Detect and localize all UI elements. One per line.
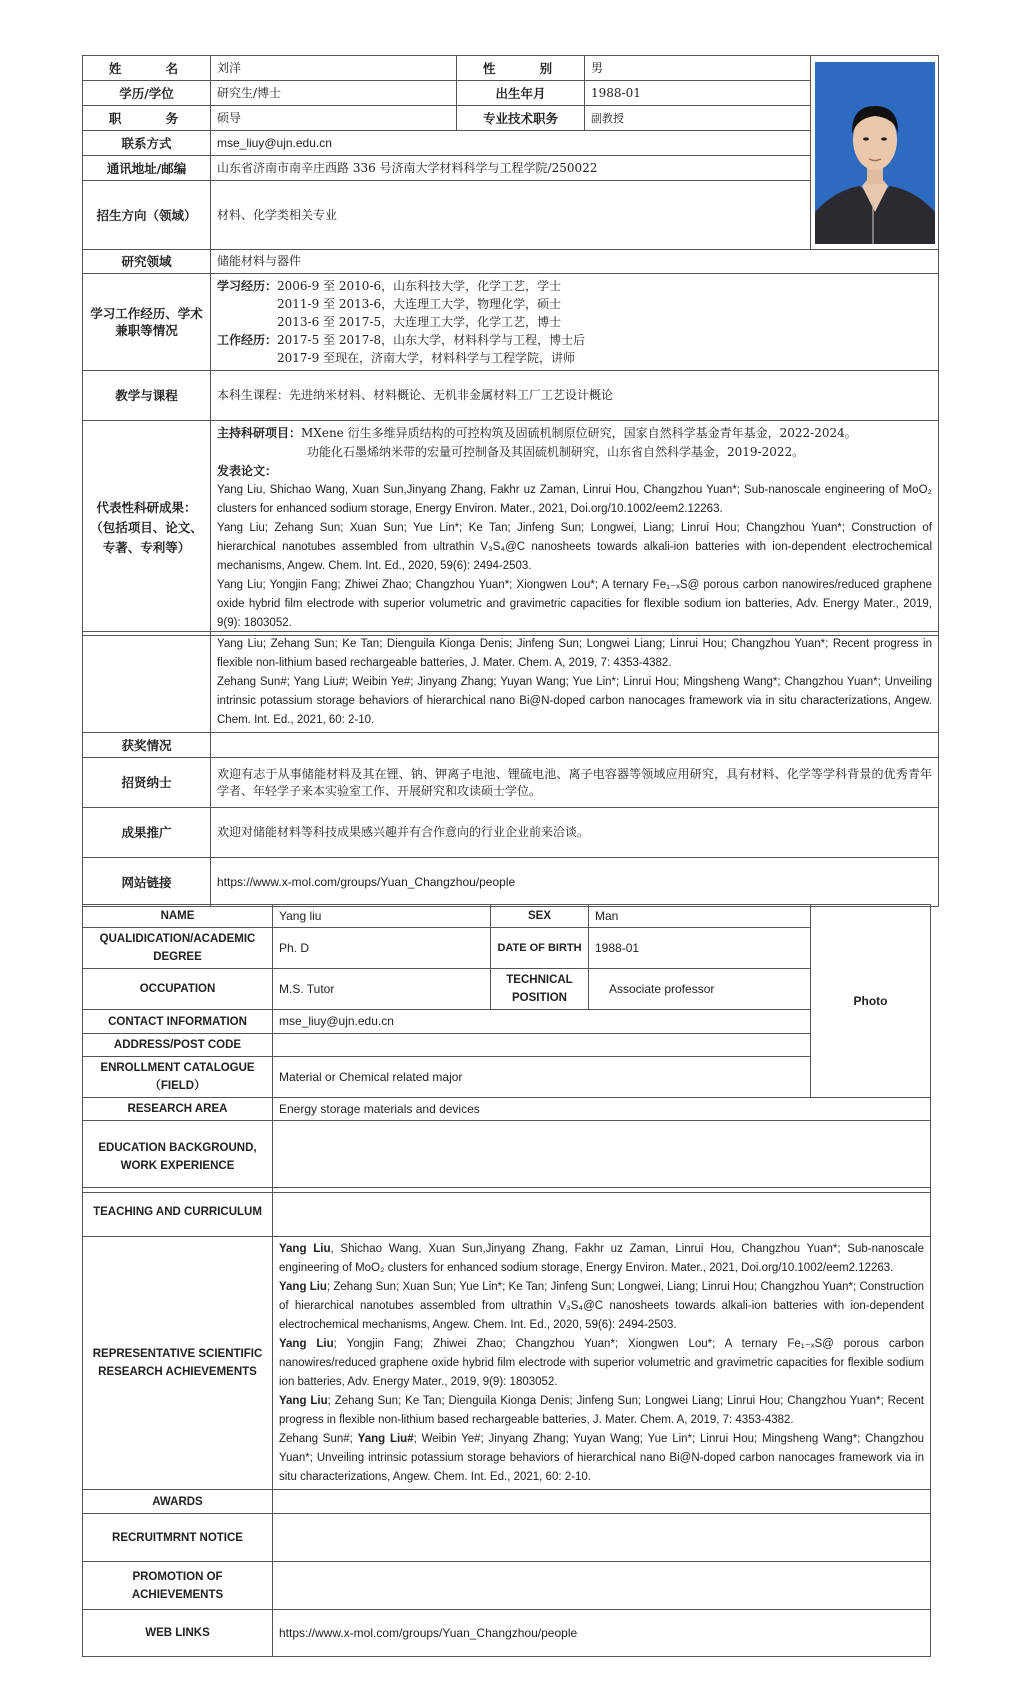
- cn-exp-value: [211, 274, 939, 371]
- en-promo-value: [273, 1562, 931, 1610]
- en-achieve-label: REPRESENTATIVE SCIENTIFIC RESEARCH ACHIEVEMENTS: [83, 1237, 273, 1490]
- cn-study-label: 学习经历：: [217, 279, 278, 293]
- en-web-link[interactable]: https://www.x-mol.com/groups/Yuan_Changzhou/people: [273, 1610, 931, 1657]
- portrait-illustration: [815, 62, 935, 244]
- en-paper-item: Yang Liu, Shichao Wang, Xuan Sun,Jinyang Zhang, Fakhr uz Zaman, Linrui Hou, Changzhou Yuan*; Sub-nanoscale engineering of MoO₂ clusters for enhanced sodium storage, Energy Environ. Mater., 2021, Doi.org/10.1002/eem2.12263.: [279, 1243, 925, 1274]
- cn-work-item: 2017-9 至现在，济南大学，材料科学与工程学院，讲师: [277, 351, 576, 365]
- cn-study-item: 2006-9 至 2010-6，山东科技大学，化学工艺，学士: [277, 279, 562, 293]
- cn-paper-item: Yang Liu; Zehang Sun; Xuan Sun; Yue Lin*; Ke Tan; Jinfeng Sun; Longwei, Liang; Linrui Hou; Changzhou Yuan*; Construction of hierarchical nanotubes assembled from ultrathin V₃S₄@C nanosheets towards alkali-ion batteries with ion-dependent electrochemical mechanisms, Angew. Chem. Int. Ed., 2020, 59(6): 2494-2503.: [217, 522, 932, 572]
- en-paper-item: Yang Liu; Zehang Sun; Ke Tan; Dienguila Kionga Denis; Jinfeng Sun; Longwei Liang; Linrui Hou; Changzhou Yuan*; Recent progress in flexible non-lithium based rechargeable batteries, J. Mater. Chem. A, 2019, 7: 4353-4382.: [279, 1395, 925, 1426]
- cn-teaching-label: 教学与课程: [83, 371, 211, 421]
- cn-achieve-value: [211, 421, 939, 636]
- en-teaching-value: [273, 1188, 931, 1237]
- cn-projects-label: 主持科研项目：: [217, 426, 302, 440]
- cn-recruit-value: 欢迎有志于从事储能材料及其在锂、钠、钾离子电池、锂硫电池、离子电容器等领域应用研究，具有材料、化学等学科背景的优秀青年学者、年轻学子来本实验室工作、开展研究和攻读硕士学位。: [211, 758, 939, 808]
- cn-web-label: 网站链接: [83, 858, 211, 907]
- en-teaching-label: TEACHING AND CURRICULUM: [83, 1188, 273, 1237]
- en-profile-table-continued: [82, 1187, 931, 1657]
- cn-degree-value: 研究生/博士: [211, 81, 457, 106]
- cn-study-item: 2011-9 至 2013-6，大连理工大学，物理化学，硕士: [277, 297, 562, 311]
- cn-profile-table-continued: [82, 631, 939, 907]
- en-occupation-value: M.S. Tutor: [273, 969, 491, 1010]
- cn-degree-label: 学历/学位: [83, 81, 211, 106]
- cn-research-label: 研究领域: [83, 250, 211, 274]
- en-address-label: ADDRESS/POST CODE: [83, 1034, 273, 1057]
- en-name-value: Yang liu: [273, 905, 491, 928]
- en-contact-label: CONTACT INFORMATION: [83, 1010, 273, 1034]
- en-birth-value: 1988-01: [589, 928, 811, 969]
- cn-web-link[interactable]: https://www.x-mol.com/groups/Yuan_Changzhou/people: [211, 858, 939, 907]
- cn-name-value: 刘洋: [211, 56, 457, 81]
- portrait-photo: [815, 62, 935, 244]
- cn-sex-value: 男: [585, 56, 811, 81]
- en-enroll-value: Material or Chemical related major: [273, 1057, 811, 1098]
- cn-papers-cont-label: [83, 632, 211, 733]
- en-paper-item: Yang Liu; Yongjin Fang; Zhiwei Zhao; Changzhou Yuan*; Xiongwen Lou*; A ternary Fe₁₋ₓS@ porous carbon nanowires/reduced graphene oxide hybrid film electrode with superior volumetric and gravimetric capacities for flexible sodium ion batteries, Adv. Energy Mater., 2019, 9(9): 1803052.: [279, 1338, 925, 1388]
- en-awards-value: [273, 1490, 931, 1514]
- cn-awards-label: 获奖情况: [83, 733, 211, 758]
- cn-sex-label: 性 别: [457, 56, 585, 81]
- en-address-value: [273, 1034, 811, 1057]
- cn-title-value: 副教授: [585, 106, 811, 131]
- cn-enroll-value: 材料、化学类相关专业: [211, 181, 811, 250]
- cn-enroll-label: 招生方向（领域）: [83, 181, 211, 250]
- en-edu-value: [273, 1121, 931, 1193]
- cn-research-value: 储能材料与器件: [211, 250, 939, 274]
- cn-work-item: 2017-5 至 2017-8，山东大学，材料科学与工程，博士后: [277, 333, 586, 347]
- cn-position-value: 硕导: [211, 106, 457, 131]
- cn-paper-item: Yang Liu; Zehang Sun; Ke Tan; Dienguila Kionga Denis; Jinfeng Sun; Longwei Liang; Linrui Hou; Changzhou Yuan*; Recent progress in flexible non-lithium based rechargeable batteries, J. Mater. Chem. A, 2019, 7: 4353-4382.: [217, 638, 932, 669]
- en-birth-label: DATE OF BIRTH: [491, 928, 589, 969]
- cn-paper-item: Yang Liu, Shichao Wang, Xuan Sun,Jinyang Zhang, Fakhr uz Zaman, Linrui Hou, Changzhou Yuan*; Sub-nanoscale engineering of MoO₂ clusters for enhanced sodium storage, Energy Environ. Mater., 2021, Doi.org/10.1002/eem2.12263.: [217, 484, 932, 515]
- en-research-value: Energy storage materials and devices: [273, 1098, 931, 1121]
- cn-name-label: 姓 名: [83, 56, 211, 81]
- cn-address-label: 通讯地址/邮编: [83, 156, 211, 181]
- en-promo-label: PROMOTION OF ACHIEVEMENTS: [83, 1562, 273, 1610]
- cn-study-item: 2013-6 至 2017-5，大连理工大学，化学工艺，博士: [277, 315, 562, 329]
- cn-title-label: 专业技术职务: [457, 106, 585, 131]
- en-edu-label: EDUCATION BACKGROUND, WORK EXPERIENCE: [83, 1121, 273, 1193]
- cn-project-item: 功能化石墨烯纳米带的宏量可控制备及其固硫机制研究，山东省自然科学基金，2019-2022。: [307, 445, 805, 459]
- en-tech-value: Associate professor: [589, 969, 811, 1010]
- en-contact-value: mse_liuy@ujn.edu.cn: [273, 1010, 811, 1034]
- en-photo-placeholder: Photo: [811, 905, 931, 1098]
- en-sex-value: Man: [589, 905, 811, 928]
- cn-papers-cont-value: [211, 632, 939, 733]
- en-web-label: WEB LINKS: [83, 1610, 273, 1657]
- en-sex-label: SEX: [491, 905, 589, 928]
- en-occupation-label: OCCUPATION: [83, 969, 273, 1010]
- en-recruit-value: [273, 1514, 931, 1562]
- cn-address-value: 山东省济南市南辛庄西路 336 号济南大学材料科学与工程学院/250022: [211, 156, 811, 181]
- cn-promo-label: 成果推广: [83, 808, 211, 858]
- cn-contact-label: 联系方式: [83, 131, 211, 156]
- en-degree-value: Ph. D: [273, 928, 491, 969]
- cn-papers-label: 发表论文：: [217, 464, 278, 478]
- cn-birth-value: 1988-01: [585, 81, 811, 106]
- en-paper-item: Zehang Sun#; Yang Liu#; Weibin Ye#; Jinyang Zhang; Yuyan Wang; Yue Lin*; Linrui Hou; Mingsheng Wang*; Changzhou Yuan*; Unveiling intrinsic potassium storage behaviors of hierarchical nano Bi@N-doped carbon nanocages framework via in situ characterizations, Angew. Chem. Int. Ed., 2021, 60: 2-10.: [279, 1433, 925, 1483]
- cn-teaching-value: 本科生课程：先进纳米材料、材料概论、无机非金属材料工厂工艺设计概论: [211, 371, 939, 421]
- en-awards-label: AWARDS: [83, 1490, 273, 1514]
- cn-work-label: 工作经历：: [217, 333, 278, 347]
- en-name-label: NAME: [83, 905, 273, 928]
- cn-paper-item: Yang Liu; Yongjin Fang; Zhiwei Zhao; Changzhou Yuan*; Xiongwen Lou*; A ternary Fe₁₋ₓS@ porous carbon nanowires/reduced graphene oxide hybrid film electrode with superior volumetric and gravimetric capacities for flexible sodium ion batteries, Adv. Energy Mater., 2019, 9(9): 1803052.: [217, 579, 932, 629]
- en-achieve-value: [273, 1237, 931, 1490]
- cn-project-item: MXene 衍生多维异质结构的可控构筑及固硫机制原位研究，国家自然科学基金青年基金，2022-2024。: [301, 426, 857, 440]
- cn-position-label: 职 务: [83, 106, 211, 131]
- en-recruit-label: RECRUITMRNT NOTICE: [83, 1514, 273, 1562]
- cn-profile-table: [82, 55, 939, 636]
- cn-recruit-label: 招贤纳士: [83, 758, 211, 808]
- cn-contact-value: mse_liuy@ujn.edu.cn: [211, 131, 811, 156]
- en-profile-table: [82, 904, 931, 1193]
- cn-birth-label: 出生年月: [457, 81, 585, 106]
- cn-achieve-label: 代表性科研成果：（包括项目、论文、专著、专利等）: [83, 421, 211, 636]
- en-research-label: RESEARCH AREA: [83, 1098, 273, 1121]
- cn-awards-value: [211, 733, 939, 758]
- cn-photo-cell: [811, 56, 939, 250]
- cn-paper-item: Zehang Sun#; Yang Liu#; Weibin Ye#; Jinyang Zhang; Yuyan Wang; Yue Lin*; Linrui Hou; Mingsheng Wang*; Changzhou Yuan*; Unveiling intrinsic potassium storage behaviors of hierarchical nano Bi@N-doped carbon nanocages framework via in situ characterizations, Angew. Chem. Int. Ed., 2021, 60: 2-10.: [217, 676, 932, 726]
- en-paper-item: Yang Liu; Zehang Sun; Xuan Sun; Yue Lin*; Ke Tan; Jinfeng Sun; Longwei, Liang; Linrui Hou; Changzhou Yuan*; Construction of hierarchical nanotubes assembled from ultrathin V₃S₄@C nanosheets towards alkali-ion batteries with ion-dependent electrochemical mechanisms, Angew. Chem. Int. Ed., 2020, 59(6): 2494-2503.: [279, 1281, 924, 1331]
- en-degree-label: QUALIDICATION/ACADEMIC DEGREE: [83, 928, 273, 969]
- cn-promo-value: 欢迎对储能材料等科技成果感兴趣并有合作意向的行业企业前来洽谈。: [211, 808, 939, 858]
- cn-exp-label: 学习工作经历、学术兼职等情况: [83, 274, 211, 371]
- en-tech-label: TECHNICAL POSITION: [491, 969, 589, 1010]
- en-enroll-label: ENROLLMENT CATALOGUE（FIELD）: [83, 1057, 273, 1098]
